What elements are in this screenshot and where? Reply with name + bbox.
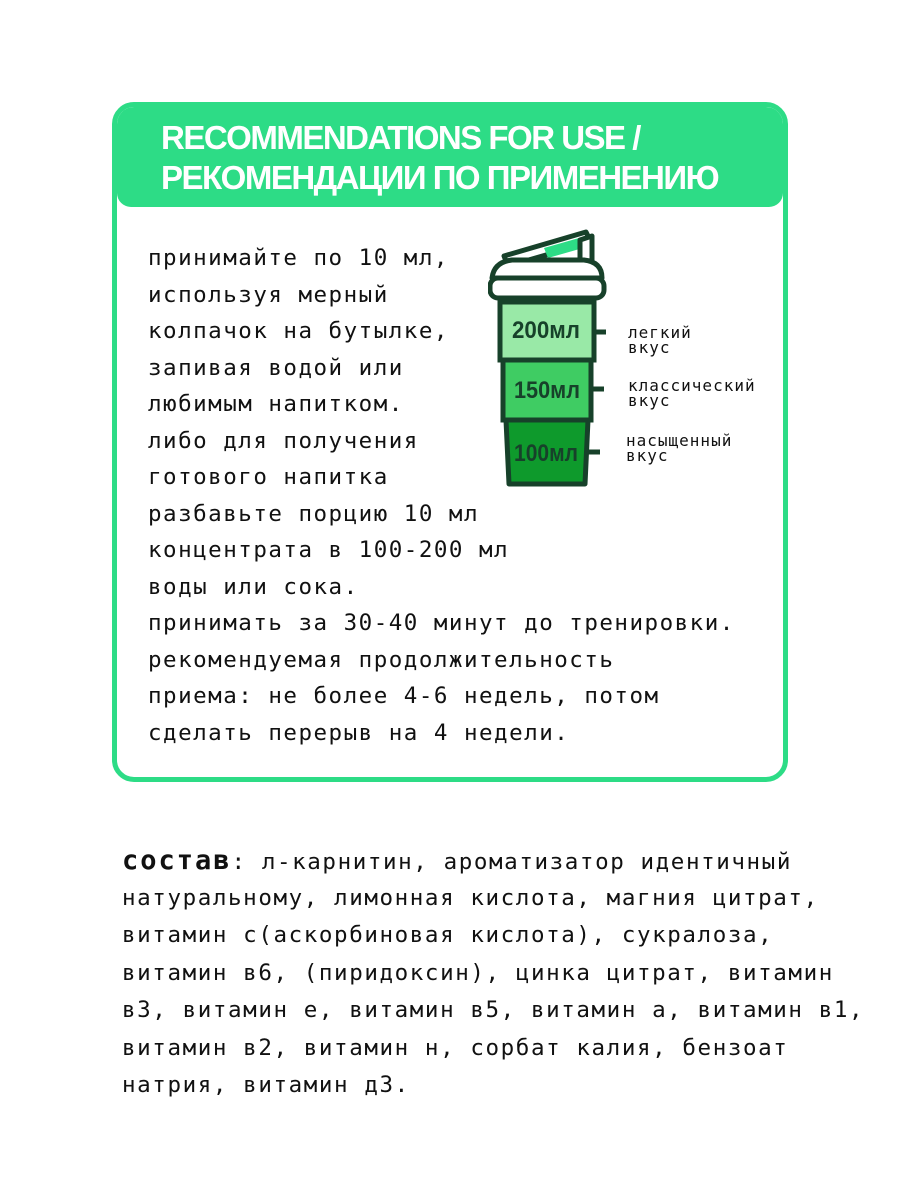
instruction-line: любимым напитком. — [148, 391, 404, 417]
flavor-name: классический — [628, 376, 756, 395]
composition-line: натрия, витамин д3. — [122, 1072, 410, 1098]
card-header — [117, 107, 783, 207]
instruction-line: принимайте по 10 мл, — [148, 245, 449, 271]
instruction-line: приема: не более 4-6 недель, потом — [148, 683, 660, 709]
instruction-line: концентрата в 100-200 мл — [148, 537, 510, 563]
flavor-classic — [628, 378, 756, 408]
flavor-light — [628, 325, 692, 355]
level-100-label: 100мл — [514, 440, 578, 467]
level-200-label: 200мл — [512, 317, 580, 344]
level-150-label: 150мл — [514, 377, 580, 404]
instruction-line: принимать за 30-40 минут до тренировки. — [148, 610, 735, 636]
title-english: RECOMMENDATIONS FOR USE / — [161, 119, 640, 156]
composition-line — [122, 842, 864, 880]
flavor-name: насыщенный — [626, 431, 733, 450]
usage-instructions — [148, 240, 735, 751]
composition-line: витамин в2, витамин н, сорбат калия, бензоат — [122, 1034, 789, 1061]
instruction-line: сделать перерыв на 4 недели. — [148, 719, 570, 746]
instruction-line: используя мерный — [148, 281, 389, 308]
instruction-line: либо для получения — [148, 427, 419, 454]
instruction-line: готового напитка — [148, 464, 389, 490]
instruction-line: разбавьте порцию 10 мл — [148, 500, 480, 527]
composition-label: состав — [122, 845, 232, 876]
instruction-line: воды или сока. — [148, 573, 359, 600]
composition-text: л-карнитин, ароматизатор идентичный — [246, 849, 792, 875]
composition-line: витамин с(аскорбиновая кислота), сукралоза, — [122, 922, 774, 948]
composition-line: витамин в6, (пиридоксин), цинка цитрат, витамин — [122, 959, 834, 986]
flavor-name: легкий — [628, 323, 692, 342]
flavor-word: вкус — [626, 446, 669, 465]
composition-line: в3, витамин е, витамин в5, витамин а, витамин в1, — [122, 997, 865, 1023]
flavor-word: вкус — [628, 391, 671, 410]
flavor-rich — [626, 433, 732, 463]
instruction-line: рекомендуемая продолжительность — [148, 646, 615, 673]
instruction-line: запивая водой или — [148, 354, 404, 381]
instruction-line: колпачок на бутылке, — [148, 318, 449, 344]
flavor-word: вкус — [628, 338, 671, 357]
shaker-cap-icon — [490, 232, 604, 298]
title-russian: РЕКОМЕНДАЦИИ ПО ПРИМЕНЕНИЮ — [161, 159, 719, 196]
composition-separator: : — [231, 849, 247, 875]
shaker-diagram — [488, 226, 618, 496]
composition-block — [122, 842, 864, 1105]
composition-line: натуральному, лимонная кислота, магния цитрат, — [122, 884, 819, 911]
